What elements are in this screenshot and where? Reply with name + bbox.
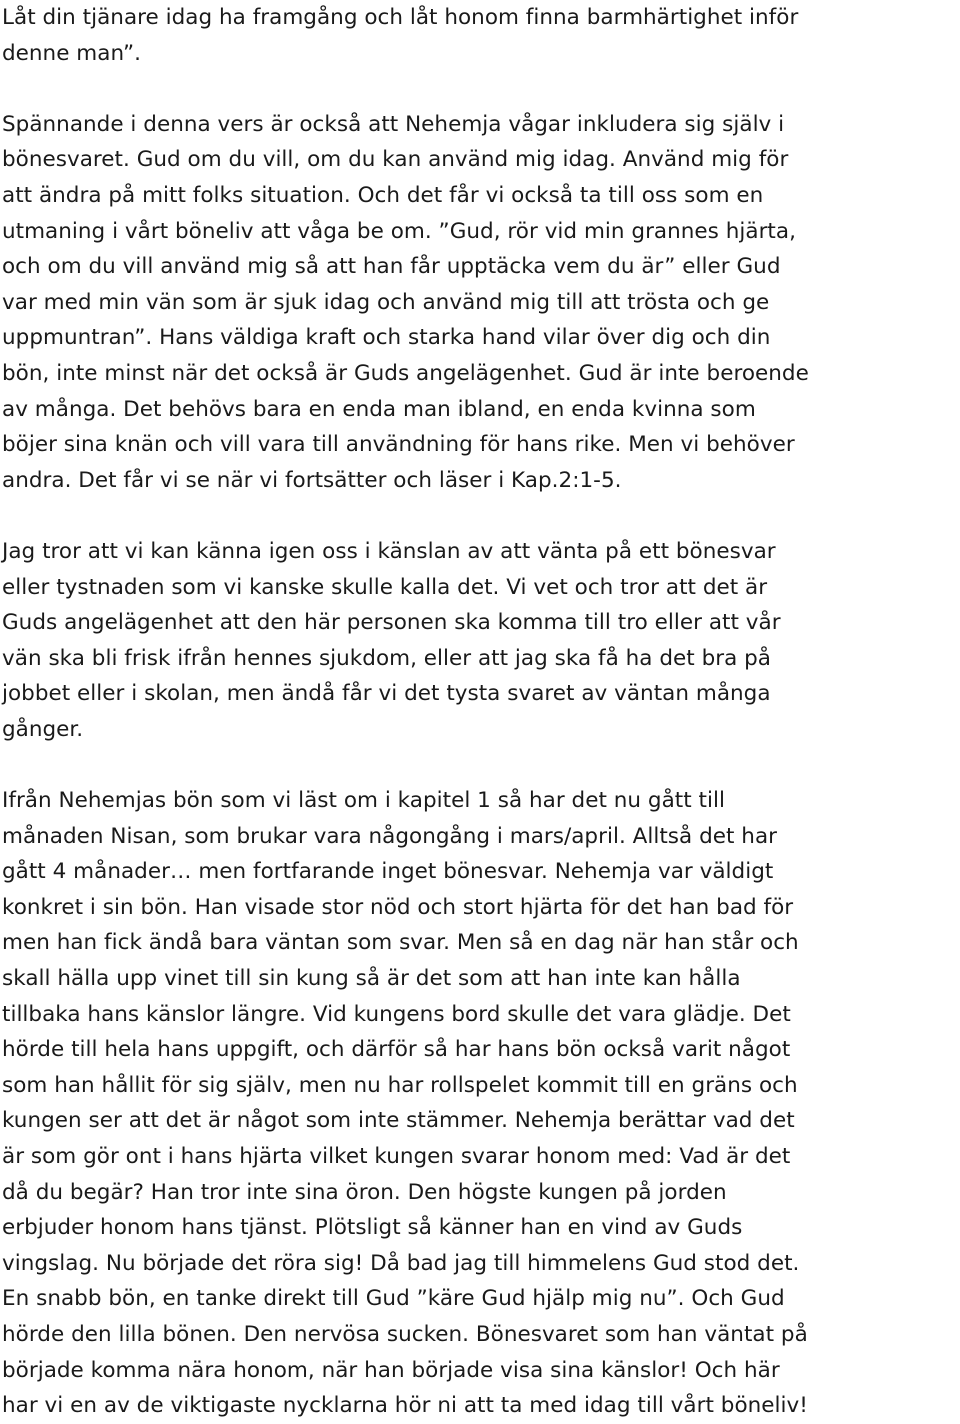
text-line: har vi en av de viktigaste nycklarna hör ni att ta med idag till vårt böneliv! — [2, 1393, 808, 1419]
text-line: är som gör ont i hans hjärta vilket kungen svarar honom med: Vad är det — [2, 1144, 791, 1169]
paragraph — [2, 783, 960, 1424]
text-line: av många. Det behövs bara en enda man ibland, en enda kvinna som — [2, 396, 756, 422]
text-line: som han hållit för sig själv, men nu har rollspelet kommit till en gräns och — [2, 1072, 798, 1098]
text-line: Ifrån Nehemjas bön som vi läst om i kapitel 1 så har det nu gått till — [2, 788, 725, 814]
text-line: andra. Det får vi se när vi fortsätter och läser i Kap.2:1-5. — [2, 467, 622, 493]
paragraph — [2, 534, 960, 748]
text-line: uppmuntran”. Hans väldiga kraft och starka hand vilar över dig och din — [2, 325, 771, 351]
text-line: vän ska bli frisk ifrån hennes sjukdom, eller att jag ska få ha det bra på — [2, 645, 772, 671]
text-line: eller tystnaden som vi kanske skulle kalla det. Vi vet och tror att det är — [2, 574, 768, 600]
text-line: hörde den lilla bönen. Den nervösa sucken. Bönesvaret som han väntat på — [2, 1321, 808, 1347]
text-line: Guds angelägenhet att den här personen ska komma till tro eller att vår — [2, 610, 781, 636]
text-line: kungen ser att det är något som inte stämmer. Nehemja berättar vad det — [2, 1108, 795, 1134]
text-line: gånger. — [2, 716, 84, 742]
text-line: böjer sina knän och vill vara till användning för hans rike. Men vi behöver — [2, 432, 795, 458]
document-page — [2, 0, 960, 1424]
paragraph — [2, 0, 960, 71]
text-line: vingslag. Nu började det röra sig! Då bad jag till himmelens Gud stod det. — [2, 1250, 800, 1276]
text-line: månaden Nisan, som brukar vara någongång i mars/april. Alltså det har — [2, 823, 778, 849]
text-line: Jag tror att vi kan känna igen oss i känslan av att vänta på ett bönesvar — [2, 538, 776, 564]
paragraph — [2, 107, 960, 499]
text-line: började komma nära honom, när han började visa sina känslor! Och här — [2, 1357, 780, 1383]
text-line: hörde till hela hans uppgift, och därför så har hans bön också varit något — [2, 1037, 791, 1063]
text-line: Låt din tjänare idag ha framgång och låt honom finna barmhärtighet inför — [2, 5, 799, 30]
text-line: tillbaka hans känslor längre. Vid kungens bord skulle det vara glädje. Det — [2, 1001, 791, 1027]
text-line: att ändra på mitt folks situation. Och det får vi också ta till oss som en — [2, 182, 764, 208]
text-line: skall hälla upp vinet till sin kung så är det som att han inte kan hålla — [2, 966, 741, 992]
text-line: var med min vän som är sjuk idag och använd mig till att trösta och ge — [2, 289, 770, 315]
text-line: bön, inte minst när det också är Guds angelägenhet. Gud är inte beroende — [2, 360, 809, 386]
text-line: En snabb bön, en tanke direkt till Gud ”käre Gud hjälp mig nu”. Och Gud — [2, 1286, 785, 1312]
text-line: jobbet eller i skolan, men ändå får vi det tysta svaret av väntan många — [2, 681, 771, 707]
text-line: och om du vill använd mig så att han får upptäcka vem du är” eller Gud — [2, 254, 781, 280]
text-line: Spännande i denna vers är också att Nehemja vågar inkludera sig själv i — [2, 111, 785, 137]
document-body — [2, 0, 960, 1424]
text-line: denne man”. — [2, 40, 141, 66]
text-line: bönesvaret. Gud om du vill, om du kan använd mig idag. Använd mig för — [2, 147, 789, 173]
text-line: erbjuder honom hans tjänst. Plötsligt så känner han en vind av Guds — [2, 1215, 743, 1241]
text-line: utmaning i vårt böneliv att våga be om. ”Gud, rör vid min grannes hjärta, — [2, 218, 796, 244]
text-line: men han fick ändå bara väntan som svar. Men så en dag när han står och — [2, 930, 799, 956]
text-line: då du begär? Han tror inte sina öron. Den högste kungen på jorden — [2, 1179, 727, 1205]
text-line: konkret i sin bön. Han visade stor nöd och stort hjärta för det han bad för — [2, 894, 794, 920]
text-line: gått 4 månader… men fortfarande inget bönesvar. Nehemja var väldigt — [2, 859, 774, 885]
